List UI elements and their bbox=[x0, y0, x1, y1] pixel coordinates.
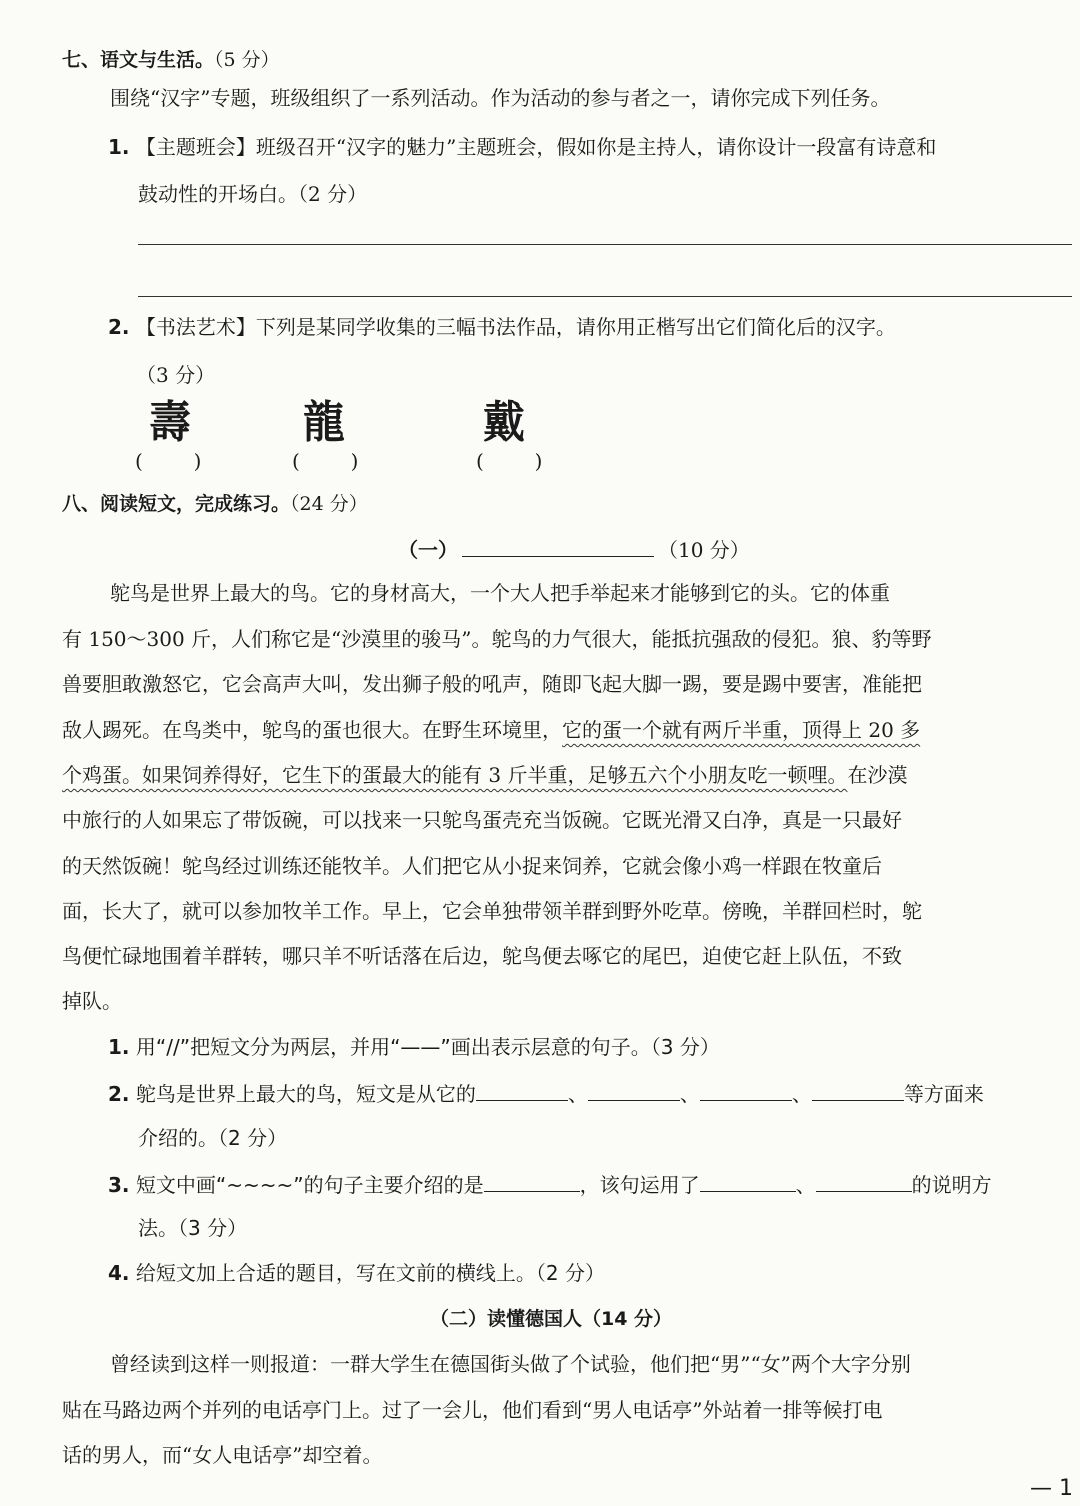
passage-line: 曾经读到这样一则报道：一群大学生在德国街头做了个试验，他们把“男”“女”两个大字分别 bbox=[110, 1352, 911, 1376]
question-7-2: 2. 【书法艺术】下列是某同学收集的三幅书法作品，请你用正楷写出它们简化后的汉字。 bbox=[108, 315, 896, 339]
part-1-title: （一） （10 分） bbox=[398, 534, 750, 564]
answer-blank[interactable] bbox=[816, 1169, 912, 1192]
passage-line: 鸵鸟是世界上最大的鸟。它的身材高大，一个大人把手举起来才能够到它的头。它的体重 bbox=[110, 581, 890, 605]
answer-blank[interactable] bbox=[700, 1078, 792, 1101]
section-7-intro: 围绕“汉字”专题，班级组织了一系列活动。作为活动的参与者之一，请你完成下列任务。 bbox=[110, 86, 891, 110]
passage-line: 面，长大了，就可以参加牧羊工作。早上，它会单独带领羊群到野外吃草。傍晚，羊群回栏时，鸵 bbox=[62, 899, 922, 923]
page-number: — 1 bbox=[1030, 1476, 1073, 1501]
question-8-2: 2. 鸵鸟是世界上最大的鸟，短文是从它的 、 、 、 等方面来 bbox=[108, 1078, 984, 1108]
part-2-title: （二）读懂德国人（14 分） bbox=[430, 1308, 673, 1330]
question-8-3-cont: 法。（3 分） bbox=[138, 1216, 248, 1240]
question-8-2-cont: 介绍的。（2 分） bbox=[138, 1126, 288, 1150]
passage-line: 话的男人，而“女人电话亭”却空着。 bbox=[62, 1443, 383, 1467]
calligraphy-char: 戴 bbox=[483, 397, 523, 448]
passage-line: 中旅行的人如果忘了带饭碗，可以找来一只鸵鸟蛋壳充当饭碗。它既光滑又白净，真是一只最好 bbox=[62, 808, 902, 832]
answer-blank[interactable] bbox=[812, 1078, 904, 1101]
section-7-heading: 七、语文与生活。（5 分） bbox=[62, 49, 280, 71]
passage-line: 的天然饭碗！鸵鸟经过训练还能牧羊。人们把它从小捉来饲养，它就会像小鸡一样跟在牧童后 bbox=[62, 854, 882, 878]
question-8-1: 1. 用“//”把短文分为两层，并用“——”画出表示层意的句子。（3 分） bbox=[108, 1035, 720, 1059]
passage-line: 个鸡蛋。如果饲养得好，它生下的蛋最大的能有 3 斤半重，足够五六个小朋友吃一顿哩。在沙漠 bbox=[62, 763, 908, 787]
answer-line[interactable] bbox=[138, 244, 1072, 245]
answer-blank[interactable] bbox=[588, 1078, 680, 1101]
answer-blank[interactable] bbox=[484, 1169, 580, 1192]
question-7-1: 1. 【主题班会】班级召开“汉字的魅力”主题班会，假如你是主持人，请你设计一段富有诗意和 bbox=[108, 135, 937, 159]
wavy-underlined-sentence: 它的蛋一个就有两斤半重，顶得上 20 多 bbox=[562, 718, 921, 742]
passage-line: 掉队。 bbox=[62, 989, 122, 1013]
wavy-underlined-sentence: 个鸡蛋。如果饲养得好，它生下的蛋最大的能有 3 斤半重，足够五六个小朋友吃一顿哩。 bbox=[62, 763, 848, 787]
answer-blank[interactable] bbox=[700, 1169, 796, 1192]
passage-line: 兽要胆敢激怒它，它会高声大叫，发出狮子般的吼声，随即飞起大脚一踢，要是踢中要害，准能把 bbox=[62, 672, 922, 696]
title-blank[interactable] bbox=[462, 534, 654, 557]
passage-line: 贴在马路边两个并列的电话亭门上。过了一会儿，他们看到“男人电话亭”外站着一排等候打电 bbox=[62, 1398, 883, 1422]
answer-blank[interactable] bbox=[476, 1078, 568, 1101]
answer-line[interactable] bbox=[138, 296, 1072, 297]
calligraphy-char: 龍 bbox=[303, 397, 343, 448]
section-8-heading: 八、阅读短文，完成练习。（24 分） bbox=[62, 493, 368, 515]
passage-line: 鸟便忙碌地围着羊群转，哪只羊不听话落在后边，鸵鸟便去啄它的尾巴，迫使它赶上队伍，不致 bbox=[62, 944, 902, 968]
answer-blank[interactable]: ( ) bbox=[135, 449, 202, 473]
passage-line: 敌人踢死。在鸟类中，鸵鸟的蛋也很大。在野生环境里，它的蛋一个就有两斤半重，顶得上 20 多 bbox=[62, 718, 921, 742]
calligraphy-char: 壽 bbox=[149, 397, 189, 448]
question-8-4: 4. 给短文加上合适的题目，写在文前的横线上。（2 分） bbox=[108, 1261, 605, 1285]
question-7-2-cont: （3 分） bbox=[136, 363, 216, 387]
answer-blank[interactable]: ( ) bbox=[292, 449, 359, 473]
question-7-1-cont: 鼓动性的开场白。（2 分） bbox=[138, 182, 368, 206]
passage-line: 有 150～300 斤，人们称它是“沙漠里的骏马”。鸵鸟的力气很大，能抵抗强敌的侵犯。狼、豹等野 bbox=[62, 627, 932, 651]
answer-blank[interactable]: ( ) bbox=[476, 449, 543, 473]
question-8-3: 3. 短文中画“~~~~”的句子主要介绍的是 ，该句运用了 、 的说明方 bbox=[108, 1169, 992, 1199]
